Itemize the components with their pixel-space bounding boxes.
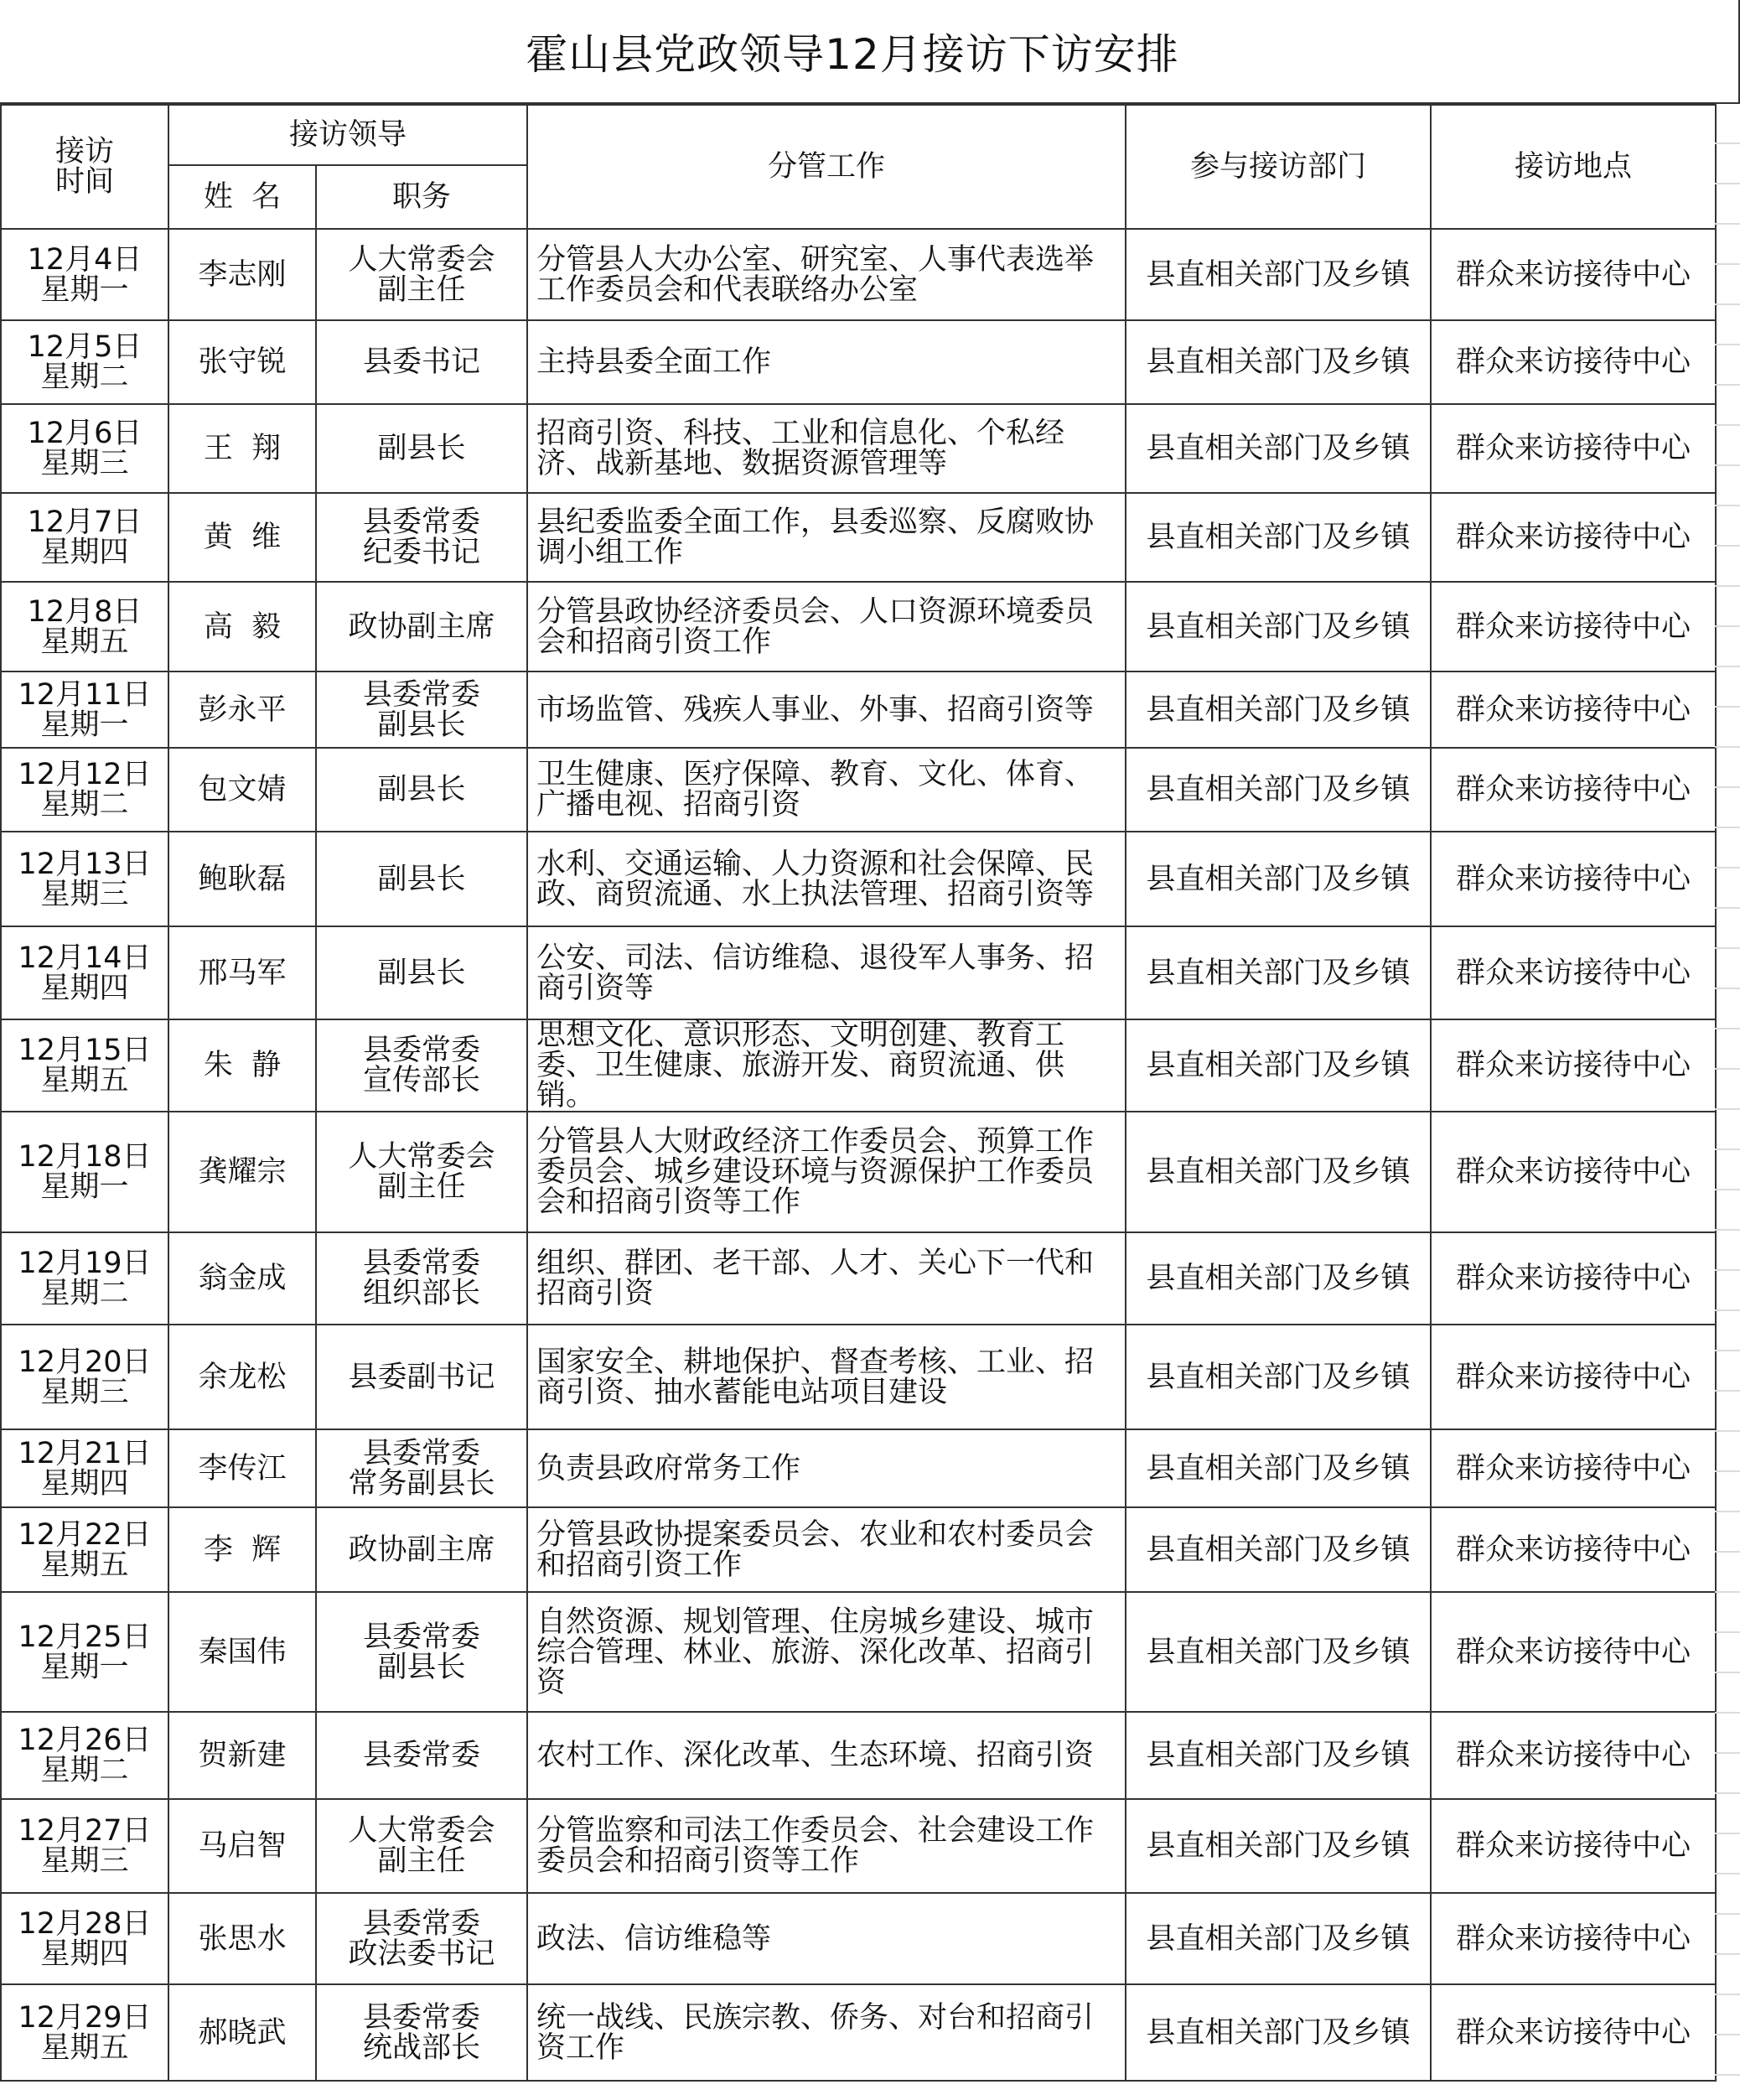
- schedule-table: [0, 104, 1717, 2082]
- dept-cell: 县直相关部门及乡镇: [1126, 1799, 1431, 1893]
- place-cell: 群众来访接待中心: [1431, 1112, 1716, 1232]
- dept-cell: 县直相关部门及乡镇: [1126, 1984, 1431, 2081]
- date-cell: [1, 1984, 168, 2081]
- header-dept: 参与接访部门: [1126, 105, 1431, 229]
- table-row: [1, 926, 1716, 1019]
- position-line: 人大常委会: [348, 1814, 495, 1848]
- date-text: 12月5日: [27, 330, 142, 364]
- position-line: 县委常委: [363, 1034, 481, 1067]
- weekday-text: 星期三: [40, 877, 129, 911]
- table-row: [1, 1232, 1716, 1325]
- date-text: 12月22日: [18, 1517, 152, 1552]
- table-row: [1, 1019, 1716, 1112]
- dept-cell: 县直相关部门及乡镇: [1126, 582, 1431, 671]
- work-cell: 组织、群团、老干部、人才、关心下一代和招商引资: [527, 1232, 1126, 1325]
- place-cell: 群众来访接待中心: [1431, 1429, 1716, 1507]
- position-line: 副主任: [377, 1844, 466, 1878]
- position-cell: [316, 1712, 527, 1799]
- date-text: 12月6日: [27, 417, 142, 450]
- table-row: [1, 1712, 1716, 1799]
- weekday-text: 星期三: [40, 447, 129, 480]
- name-cell: 龚耀宗: [168, 1112, 316, 1232]
- work-cell: 县纪委监委全面工作，县委巡察、反腐败协调小组工作: [527, 493, 1126, 582]
- table-row: [1, 404, 1716, 493]
- dept-cell: 县直相关部门及乡镇: [1126, 671, 1431, 748]
- place-cell: 群众来访接待中心: [1431, 1799, 1716, 1893]
- date-cell: [1, 229, 168, 320]
- date-cell: [1, 1232, 168, 1325]
- position-line: 县委常委: [363, 1739, 481, 1772]
- position-cell: [316, 493, 527, 582]
- name-cell: 郝晓武: [168, 1984, 316, 2081]
- table-row: [1, 1799, 1716, 1893]
- weekday-text: 星期一: [40, 1170, 129, 1204]
- dept-cell: 县直相关部门及乡镇: [1126, 1429, 1431, 1507]
- table-row: [1, 1507, 1716, 1592]
- position-line: 纪委书记: [363, 536, 481, 569]
- date-text: 12月28日: [18, 1906, 152, 1941]
- name-cell: 翁金成: [168, 1232, 316, 1325]
- position-line: 政协副主席: [348, 1532, 495, 1567]
- weekday-text: 星期四: [40, 536, 129, 569]
- place-cell: 群众来访接待中心: [1431, 671, 1716, 748]
- position-line: 县委常委: [363, 1247, 481, 1280]
- dept-cell: 县直相关部门及乡镇: [1126, 832, 1431, 926]
- date-text: 12月7日: [27, 506, 142, 539]
- work-cell: 公安、司法、信访维稳、退役军人事务、招商引资等: [527, 926, 1126, 1019]
- weekday-text: 星期二: [40, 1277, 129, 1310]
- place-cell: 群众来访接待中心: [1431, 1507, 1716, 1592]
- dept-cell: 县直相关部门及乡镇: [1126, 1592, 1431, 1712]
- work-cell: 分管县政协经济委员会、人口资源环境委员会和招商引资工作: [527, 582, 1126, 671]
- position-cell: [316, 320, 527, 404]
- place-cell: 群众来访接待中心: [1431, 1712, 1716, 1799]
- work-cell: 负责县政府常务工作: [527, 1429, 1126, 1507]
- date-cell: [1, 404, 168, 493]
- position-cell: [316, 1592, 527, 1712]
- position-line: 县委常委: [363, 677, 481, 712]
- position-line: 副县长: [377, 1650, 466, 1684]
- title-bar: [0, 0, 1740, 104]
- position-line: 副主任: [377, 272, 466, 307]
- header-leader-group: 接访领导: [168, 105, 527, 165]
- work-cell: 分管县政协提案委员会、农业和农村委员会和招商引资工作: [527, 1507, 1126, 1592]
- weekday-text: 星期五: [40, 1548, 129, 1582]
- dept-cell: 县直相关部门及乡镇: [1126, 493, 1431, 582]
- table-row: [1, 832, 1716, 926]
- date-cell: [1, 1112, 168, 1232]
- dept-cell: 县直相关部门及乡镇: [1126, 926, 1431, 1019]
- table-row: [1, 320, 1716, 404]
- position-line: 副县长: [377, 432, 466, 465]
- position-line: 常务副县长: [348, 1466, 495, 1501]
- place-cell: 群众来访接待中心: [1431, 926, 1716, 1019]
- work-cell: 国家安全、耕地保护、督查考核、工业、招商引资、抽水蓄能电站项目建设: [527, 1325, 1126, 1429]
- position-line: 政法委书记: [348, 1937, 495, 1971]
- table-row: [1, 582, 1716, 671]
- name-cell: 鲍耿磊: [168, 832, 316, 926]
- header-work: 分管工作: [527, 105, 1126, 229]
- header-place: 接访地点: [1431, 105, 1716, 229]
- position-line: 县委书记: [363, 345, 481, 379]
- position-line: 宣传部长: [363, 1064, 481, 1097]
- dept-cell: 县直相关部门及乡镇: [1126, 1232, 1431, 1325]
- table-row: [1, 1984, 1716, 2081]
- name-cell: 李志刚: [168, 229, 316, 320]
- date-text: 12月12日: [18, 758, 152, 791]
- place-cell: 群众来访接待中心: [1431, 1232, 1716, 1325]
- date-cell: [1, 1893, 168, 1984]
- dept-cell: 县直相关部门及乡镇: [1126, 1712, 1431, 1799]
- weekday-text: 星期四: [40, 1937, 129, 1971]
- position-line: 副县长: [377, 708, 466, 742]
- work-cell: 统一战线、民族宗教、侨务、对台和招商引资工作: [527, 1984, 1126, 2081]
- place-cell: 群众来访接待中心: [1431, 582, 1716, 671]
- date-text: 12月21日: [18, 1436, 152, 1470]
- position-line: 副主任: [377, 1170, 466, 1204]
- position-line: 副县长: [377, 773, 466, 806]
- dept-cell: 县直相关部门及乡镇: [1126, 1325, 1431, 1429]
- date-cell: [1, 832, 168, 926]
- date-text: 12月25日: [18, 1620, 152, 1654]
- position-cell: [316, 1893, 527, 1984]
- work-cell: 主持县委全面工作: [527, 320, 1126, 404]
- date-text: 12月26日: [18, 1724, 152, 1757]
- position-cell: [316, 671, 527, 748]
- work-cell: 招商引资、科技、工业和信息化、个私经济、战新基地、数据资源管理等: [527, 404, 1126, 493]
- work-cell: 市场监管、残疾人事业、外事、招商引资等: [527, 671, 1126, 748]
- dept-cell: 县直相关部门及乡镇: [1126, 1019, 1431, 1112]
- date-text: 12月18日: [18, 1140, 152, 1174]
- header-time-line: 时间: [54, 165, 114, 199]
- work-cell: 政法、信访维稳等: [527, 1893, 1126, 1984]
- name-cell: 余龙松: [168, 1325, 316, 1429]
- weekday-text: 星期四: [40, 971, 129, 1005]
- name-cell: 马启智: [168, 1799, 316, 1893]
- position-line: 县委常委: [363, 506, 481, 539]
- dept-cell: 县直相关部门及乡镇: [1126, 1507, 1431, 1592]
- dept-cell: 县直相关部门及乡镇: [1126, 1112, 1431, 1232]
- date-text: 12月29日: [18, 2000, 152, 2035]
- work-cell: 卫生健康、医疗保障、教育、文化、体育、广播电视、招商引资: [527, 748, 1126, 832]
- weekday-text: 星期一: [40, 272, 129, 307]
- date-text: 12月14日: [18, 941, 152, 975]
- place-cell: 群众来访接待中心: [1431, 229, 1716, 320]
- table-row: [1, 229, 1716, 320]
- date-cell: [1, 1429, 168, 1507]
- place-cell: 群众来访接待中心: [1431, 404, 1716, 493]
- dept-cell: 县直相关部门及乡镇: [1126, 404, 1431, 493]
- position-line: 副县长: [377, 956, 466, 990]
- position-line: 县委常委: [363, 1436, 481, 1470]
- weekday-text: 星期三: [40, 1375, 129, 1409]
- work-cell: 分管县人大财政经济工作委员会、预算工作委员会、城乡建设环境与资源保护工作委员会和招商引资等工作: [527, 1112, 1126, 1232]
- position-cell: [316, 404, 527, 493]
- position-line: 人大常委会: [348, 1140, 495, 1174]
- date-cell: [1, 493, 168, 582]
- date-cell: [1, 582, 168, 671]
- header-name: 姓 名: [168, 165, 316, 229]
- name-cell: 高 毅: [168, 582, 316, 671]
- header-position: 职务: [316, 165, 527, 229]
- date-text: 12月4日: [27, 242, 142, 277]
- date-text: 12月19日: [18, 1247, 152, 1280]
- position-cell: [316, 1232, 527, 1325]
- table-row: [1, 671, 1716, 748]
- position-line: 组织部长: [363, 1277, 481, 1310]
- position-line: 县委常委: [363, 1620, 481, 1654]
- position-cell: [316, 926, 527, 1019]
- position-cell: [316, 1325, 527, 1429]
- date-text: 12月27日: [18, 1814, 152, 1848]
- date-text: 12月8日: [27, 594, 142, 629]
- position-cell: [316, 1019, 527, 1112]
- page-title: 霍山县党政领导12月接访下访安排: [526, 30, 1179, 79]
- work-cell: 水利、交通运输、人力资源和社会保障、民政、商贸流通、水上执法管理、招商引资等: [527, 832, 1126, 926]
- place-cell: 群众来访接待中心: [1431, 1019, 1716, 1112]
- table-row: [1, 1592, 1716, 1712]
- place-cell: 群众来访接待中心: [1431, 493, 1716, 582]
- date-text: 12月11日: [18, 677, 152, 712]
- work-cell: 自然资源、规划管理、住房城乡建设、城市综合管理、林业、旅游、深化改革、招商引资: [527, 1592, 1126, 1712]
- position-cell: [316, 1429, 527, 1507]
- position-cell: [316, 1507, 527, 1592]
- position-cell: [316, 582, 527, 671]
- place-cell: 群众来访接待中心: [1431, 1592, 1716, 1712]
- place-cell: 群众来访接待中心: [1431, 320, 1716, 404]
- spreadsheet-gridlines: [1715, 104, 1740, 2100]
- name-cell: 彭永平: [168, 671, 316, 748]
- position-line: 副县长: [377, 862, 466, 896]
- weekday-text: 星期五: [40, 1064, 129, 1097]
- position-line: 统战部长: [363, 2030, 481, 2065]
- weekday-text: 星期一: [40, 708, 129, 742]
- work-cell: 农村工作、深化改革、生态环境、招商引资: [527, 1712, 1126, 1799]
- date-cell: [1, 1507, 168, 1592]
- name-cell: 李传江: [168, 1429, 316, 1507]
- weekday-text: 星期二: [40, 360, 129, 394]
- position-line: 县委常委: [363, 1906, 481, 1941]
- table-row: [1, 1429, 1716, 1507]
- place-cell: 群众来访接待中心: [1431, 832, 1716, 926]
- date-cell: [1, 748, 168, 832]
- dept-cell: 县直相关部门及乡镇: [1126, 748, 1431, 832]
- name-cell: 邢马军: [168, 926, 316, 1019]
- date-cell: [1, 1325, 168, 1429]
- dept-cell: 县直相关部门及乡镇: [1126, 229, 1431, 320]
- place-cell: 群众来访接待中心: [1431, 748, 1716, 832]
- date-cell: [1, 320, 168, 404]
- weekday-text: 星期一: [40, 1650, 129, 1684]
- position-line: 县委常委: [363, 2000, 481, 2035]
- work-cell: 分管监察和司法工作委员会、社会建设工作委员会和招商引资等工作: [527, 1799, 1126, 1893]
- table-row: [1, 1112, 1716, 1232]
- name-cell: 秦国伟: [168, 1592, 316, 1712]
- name-cell: 朱 静: [168, 1019, 316, 1112]
- date-cell: [1, 1712, 168, 1799]
- weekday-text: 星期二: [40, 788, 129, 822]
- table-row: [1, 1325, 1716, 1429]
- name-cell: 黄 维: [168, 493, 316, 582]
- date-cell: [1, 1799, 168, 1893]
- position-line: 人大常委会: [348, 242, 495, 277]
- position-cell: [316, 1799, 527, 1893]
- position-line: 政协副主席: [348, 609, 495, 644]
- work-cell: 思想文化、意识形态、文明创建、教育工委、卫生健康、旅游开发、商贸流通、供销。: [527, 1019, 1126, 1112]
- table-row: [1, 748, 1716, 832]
- date-text: 12月13日: [18, 847, 152, 881]
- position-cell: [316, 229, 527, 320]
- weekday-text: 星期四: [40, 1466, 129, 1501]
- header-time: [1, 105, 168, 229]
- position-cell: [316, 1984, 527, 2081]
- weekday-text: 星期三: [40, 1844, 129, 1878]
- name-cell: 李 辉: [168, 1507, 316, 1592]
- name-cell: 张思水: [168, 1893, 316, 1984]
- date-cell: [1, 926, 168, 1019]
- name-cell: 王 翔: [168, 404, 316, 493]
- place-cell: 群众来访接待中心: [1431, 1984, 1716, 2081]
- date-text: 12月20日: [18, 1345, 152, 1379]
- name-cell: 张守锐: [168, 320, 316, 404]
- weekday-text: 星期五: [40, 625, 129, 659]
- position-cell: [316, 832, 527, 926]
- place-cell: 群众来访接待中心: [1431, 1325, 1716, 1429]
- date-cell: [1, 1019, 168, 1112]
- position-line: 县委副书记: [348, 1360, 495, 1394]
- position-cell: [316, 748, 527, 832]
- dept-cell: 县直相关部门及乡镇: [1126, 320, 1431, 404]
- name-cell: 包文婧: [168, 748, 316, 832]
- dept-cell: 县直相关部门及乡镇: [1126, 1893, 1431, 1984]
- position-cell: [316, 1112, 527, 1232]
- name-cell: 贺新建: [168, 1712, 316, 1799]
- date-cell: [1, 671, 168, 748]
- date-cell: [1, 1592, 168, 1712]
- weekday-text: 星期二: [40, 1754, 129, 1787]
- work-cell: 分管县人大办公室、研究室、人事代表选举工作委员会和代表联络办公室: [527, 229, 1126, 320]
- table-row: [1, 493, 1716, 582]
- date-text: 12月15日: [18, 1034, 152, 1067]
- place-cell: 群众来访接待中心: [1431, 1893, 1716, 1984]
- table-row: [1, 1893, 1716, 1984]
- weekday-text: 星期五: [40, 2030, 129, 2065]
- header-time-line: 接访: [54, 135, 114, 169]
